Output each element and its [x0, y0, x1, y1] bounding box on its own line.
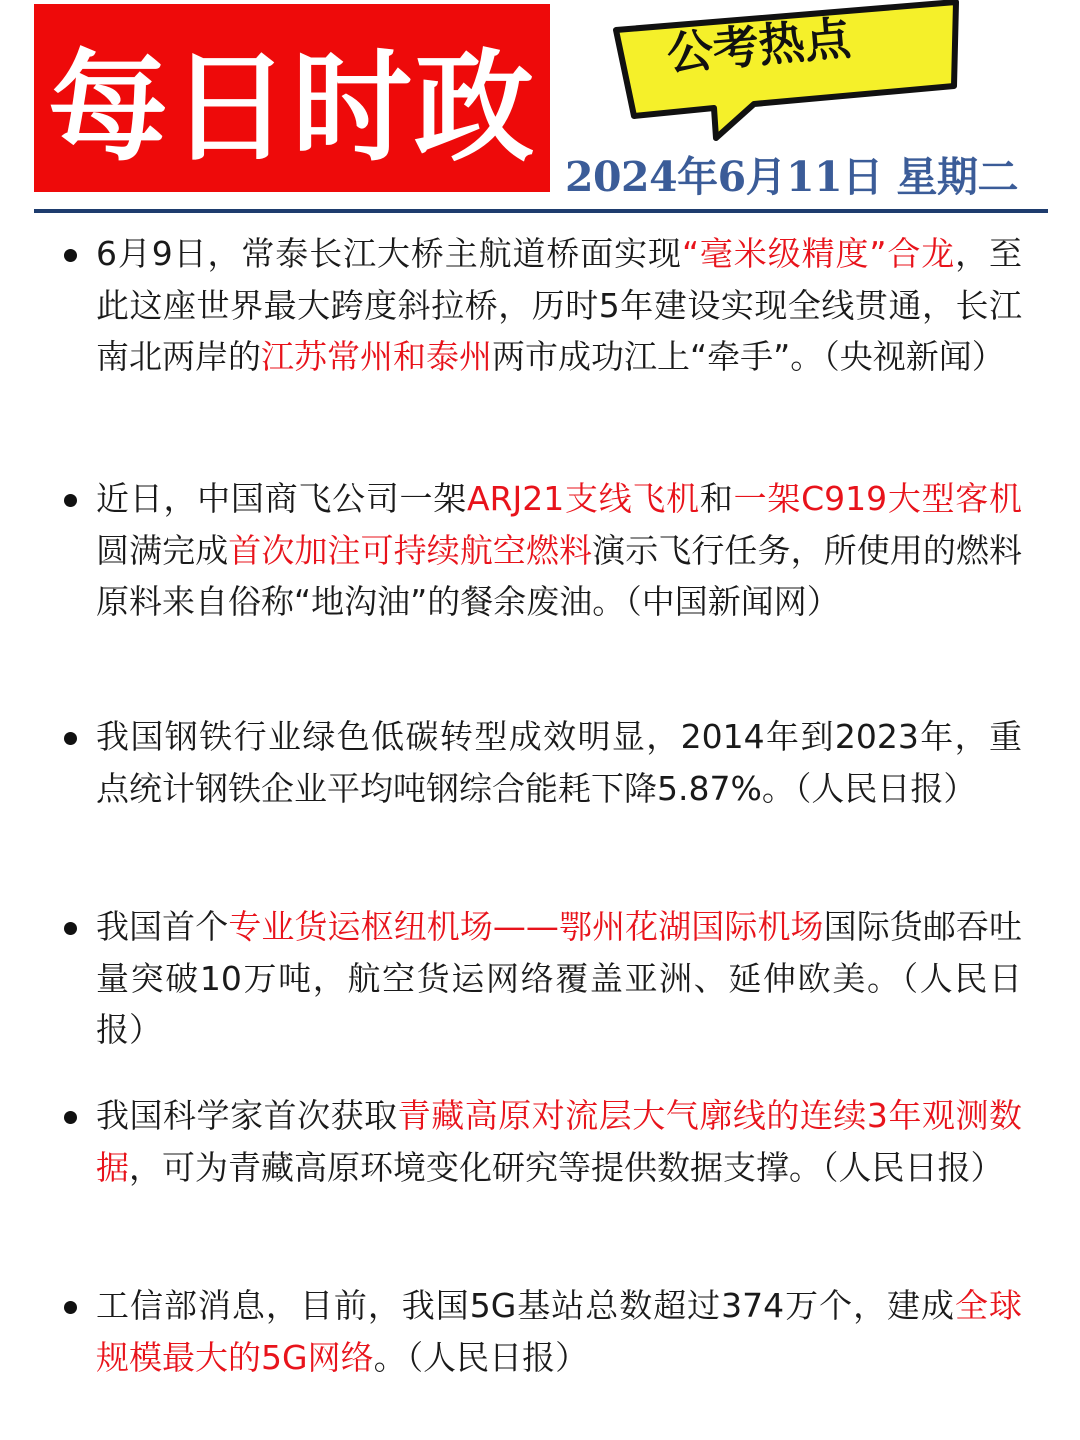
bullet-icon — [64, 922, 77, 935]
body-text: 圆满完成 — [96, 530, 229, 570]
body-text: 。（人民日报） — [373, 1337, 589, 1377]
highlight-text: ARJ21支线飞机 — [467, 479, 700, 518]
hot-topic-tag: 公考热点 — [664, 10, 853, 81]
bullet-icon — [64, 494, 77, 507]
bullet-icon — [64, 732, 77, 745]
news-text — [96, 1280, 1022, 1383]
body-text: 和 — [699, 479, 734, 518]
page-title: 每日时政 — [34, 4, 550, 192]
news-text — [96, 901, 1022, 1056]
bullet-icon — [64, 249, 77, 262]
highlight-text: 青藏高原对流层大气廓线的连续3年观测数据 — [96, 1096, 1023, 1187]
body-text: 6月9日，常泰长江大桥主航道桥面实现 — [96, 234, 682, 273]
header-divider — [34, 209, 1048, 213]
body-text: 两市成功江上“牵手”。（央视新闻） — [492, 337, 1005, 376]
body-text: 国际货邮吞吐量突破10万吨，航空货运网络覆盖亚洲、延伸欧美。（人民日报） — [96, 907, 1023, 1049]
body-text: 近日，中国商飞公司一架 — [96, 479, 468, 518]
news-text — [96, 473, 1022, 628]
news-text — [96, 711, 1022, 814]
highlight-text: 首次加注可持续航空燃料 — [228, 530, 593, 570]
news-text — [96, 228, 1022, 383]
body-text: 演示飞行任务，所使用的燃料原料来自俗称“地沟油”的餐余废油。（中国新闻网） — [96, 530, 1023, 621]
highlight-text: “毫米级精度”合龙 — [681, 234, 956, 273]
highlight-text: 一架C919大型客机 — [733, 479, 1023, 518]
bullet-icon — [64, 1111, 77, 1124]
news-text — [96, 1090, 1022, 1193]
body-text: ，可为青藏高原环境变化研究等提供数据支撑。（人民日报） — [129, 1147, 1004, 1187]
body-text: 我国科学家首次获取 — [96, 1096, 398, 1135]
body-text: ，至此这座世界最大跨度斜拉桥，历时5年建设实现全线贯通，长江南北两岸的 — [96, 234, 1022, 376]
body-text: 工信部消息，目前，我国5G基站总数超过374万个，建成 — [96, 1286, 956, 1325]
highlight-text: 江苏常州和泰州 — [261, 337, 492, 376]
bullet-icon — [64, 1301, 77, 1314]
body-text: 我国钢铁行业绿色低碳转型成效明显，2014年到2023年，重点统计钢铁企业平均吨钢综合能耗下降5.87%。（人民日报） — [96, 717, 1022, 808]
body-text: 我国首个 — [96, 907, 229, 946]
highlight-text: 专业货运枢纽机场——鄂州花湖国际机场 — [228, 907, 824, 946]
highlight-text: 全球规模最大的5G网络 — [96, 1286, 1022, 1377]
date-line: 2024年6月11日 星期二 — [565, 153, 1018, 201]
